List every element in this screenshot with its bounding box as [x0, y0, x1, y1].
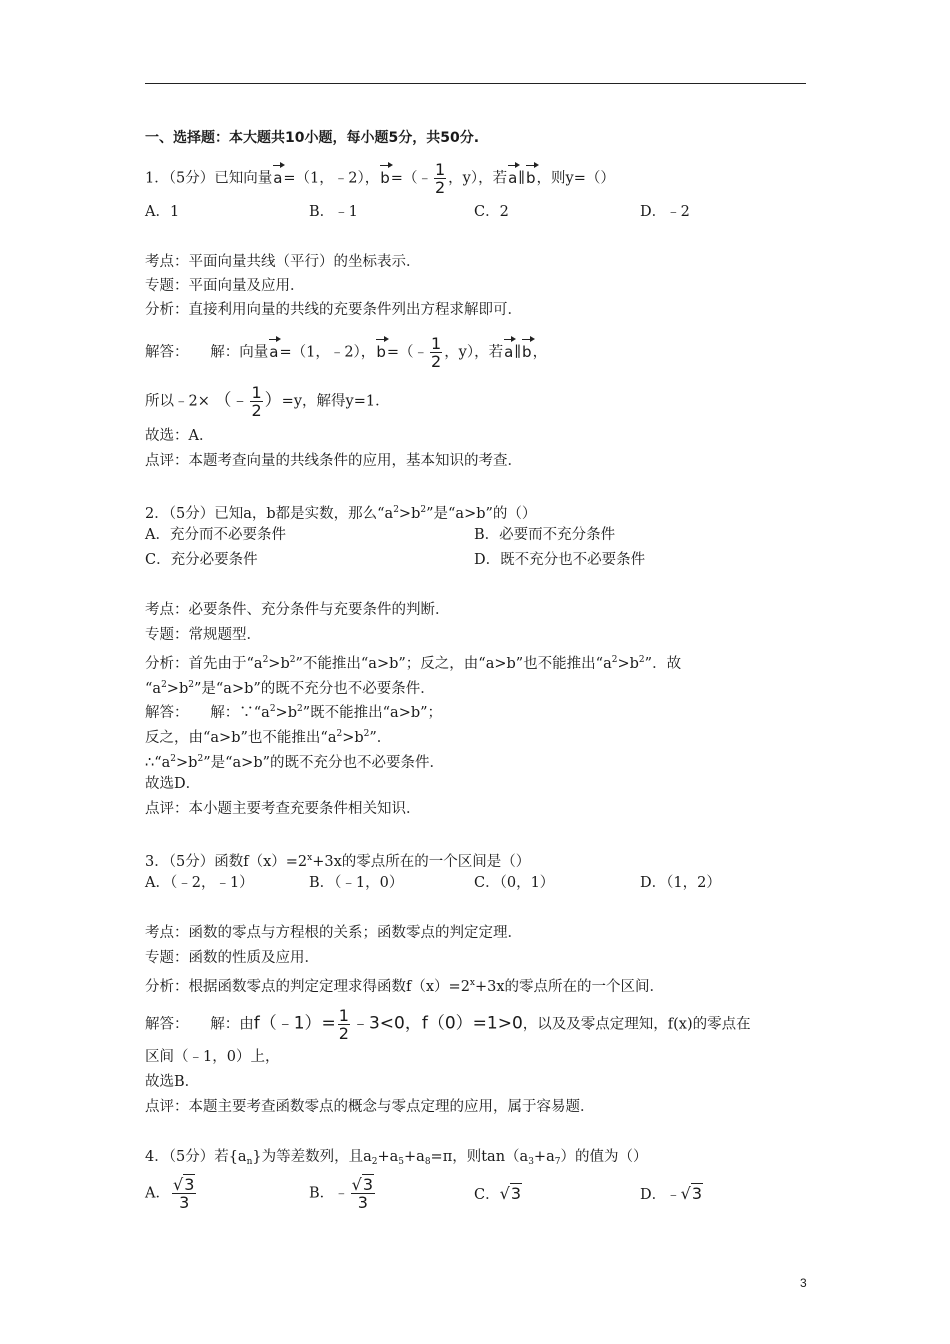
q2-option-d: D．既不充分也不必要条件 — [474, 552, 646, 568]
q3-zhuanti: 专题：函数的性质及应用． — [145, 950, 319, 966]
q1-option-a: A．1 — [145, 204, 180, 220]
q2-fanzhi: 反之，由“a>b”也不能推出“$a^2>b^2$”． — [145, 729, 392, 746]
q1-jieda: 解答： 解：向量a=（1，﹣2），b=（﹣ $\frac{1}{2}$ ，y），若a∥b， — [145, 334, 548, 371]
q3-option-c: C．（0，1） — [474, 875, 555, 891]
q2-jieda: 解答： 解：$\because“a^2>b^2$”既不能推出“a>b”； — [145, 704, 443, 721]
q1-guxuan: 故选：A． — [145, 428, 214, 444]
q3-dianping: 点评：本题主要考查函数零点的概念与零点定理的应用，属于容易题． — [145, 1099, 595, 1115]
q1-option-d: D．﹣2 — [640, 204, 690, 220]
q3-jieda-cont: 区间（﹣1，0）上， — [145, 1049, 280, 1065]
q2-option-b: B．必要而不充分条件 — [474, 527, 616, 543]
q1-suoyi: 所以﹣2× （﹣ $\frac{1}{2}$ ）=y，解得y=1． — [145, 383, 390, 420]
fraction: $\frac{1}{2}$ — [434, 160, 446, 197]
q3-option-d: D．（1，2） — [640, 875, 721, 891]
q4-option-a: A． $\frac{√3}{3}$ — [145, 1175, 195, 1212]
q2-fenxi-cont: “$a^2>b^2$”是“a>b”的既不充分也不必要条件． — [145, 680, 435, 697]
q2-kaodian: 考点：必要条件、充分条件与充要条件的判断． — [145, 602, 450, 618]
q3-option-a: A．（﹣2，﹣1） — [145, 875, 254, 891]
q2-zhuanti: 专题：常规题型． — [145, 627, 261, 643]
q3-kaodian: 考点：函数的零点与方程根的关系；函数零点的判定定理． — [145, 925, 522, 941]
q2-therefore: $\therefore“a^2>b^2$”是“a>b”的既不充分也不必要条件． — [145, 754, 445, 771]
header-rule — [145, 83, 806, 84]
q2-option-c: C．充分必要条件 — [145, 552, 258, 568]
q3-stem: 3．（5分）函数$f(x)=2^x+3x$的零点所在的一个区间是（） — [145, 853, 531, 870]
q4-option-b: B．﹣ $\frac{√3}{3}$ — [309, 1175, 374, 1212]
q4-stem: 4．（5分）若$\{a_n\}$为等差数列，且$a_2+a_5+a_8=\pi$，则$\tan(a_3+a_7)$的值为（） — [145, 1149, 648, 1167]
q3-jieda: 解答： 解：由f（﹣1）= $\frac{1}{2}$ ﹣3<0，f（0）=1>0，以及及零点定理知，f(x)的零点在 — [145, 1006, 751, 1043]
q1-option-c: C．2 — [474, 204, 509, 220]
q3-option-b: B．（﹣1，0） — [309, 875, 404, 891]
q1-dianping: 点评：本题考查向量的共线条件的应用，基本知识的考查． — [145, 453, 522, 469]
q2-stem: 2．（5分）已知a，b都是实数，那么“$a^2>b^2$”是“a>b”的（） — [145, 505, 537, 522]
q4-option-d: D．﹣√3 — [640, 1184, 703, 1203]
q4-option-c: C．√3 — [474, 1184, 521, 1203]
q1-kaodian: 考点：平面向量共线（平行）的坐标表示． — [145, 254, 421, 270]
q2-dianping: 点评：本小题主要考查充要条件相关知识． — [145, 801, 421, 817]
q3-guxuan: 故选B． — [145, 1074, 200, 1090]
q1-stem: 1．（5分）已知向量a=（1，﹣2），b=（﹣ $\frac{1}{2}$ ，y），若a∥b，则y=（） — [145, 160, 615, 197]
vector-b: b — [380, 168, 390, 187]
q2-option-a: A．充分而不必要条件 — [145, 527, 286, 543]
vector-a: a — [273, 168, 283, 187]
section-title: 一、选择题：本大题共10小题，每小题5分，共50分. — [145, 130, 480, 146]
q1-zhuanti: 专题：平面向量及应用． — [145, 278, 305, 294]
page-number: 3 — [800, 1276, 807, 1290]
q3-fenxi: 分析：根据函数零点的判定定理求得函数$f(x)=2^x+3x$的零点所在的一个区间． — [145, 978, 665, 995]
q2-guxuan: 故选D． — [145, 776, 201, 792]
q1-fenxi: 分析：直接利用向量的共线的充要条件列出方程求解即可． — [145, 302, 522, 318]
q1-option-b: B．﹣1 — [309, 204, 358, 220]
q2-fenxi: 分析：首先由于“$a^2>b^2$”不能推出“a>b”；反之，由“a>b”也不能推出“$a^2>b^2$”．故 — [145, 655, 682, 672]
